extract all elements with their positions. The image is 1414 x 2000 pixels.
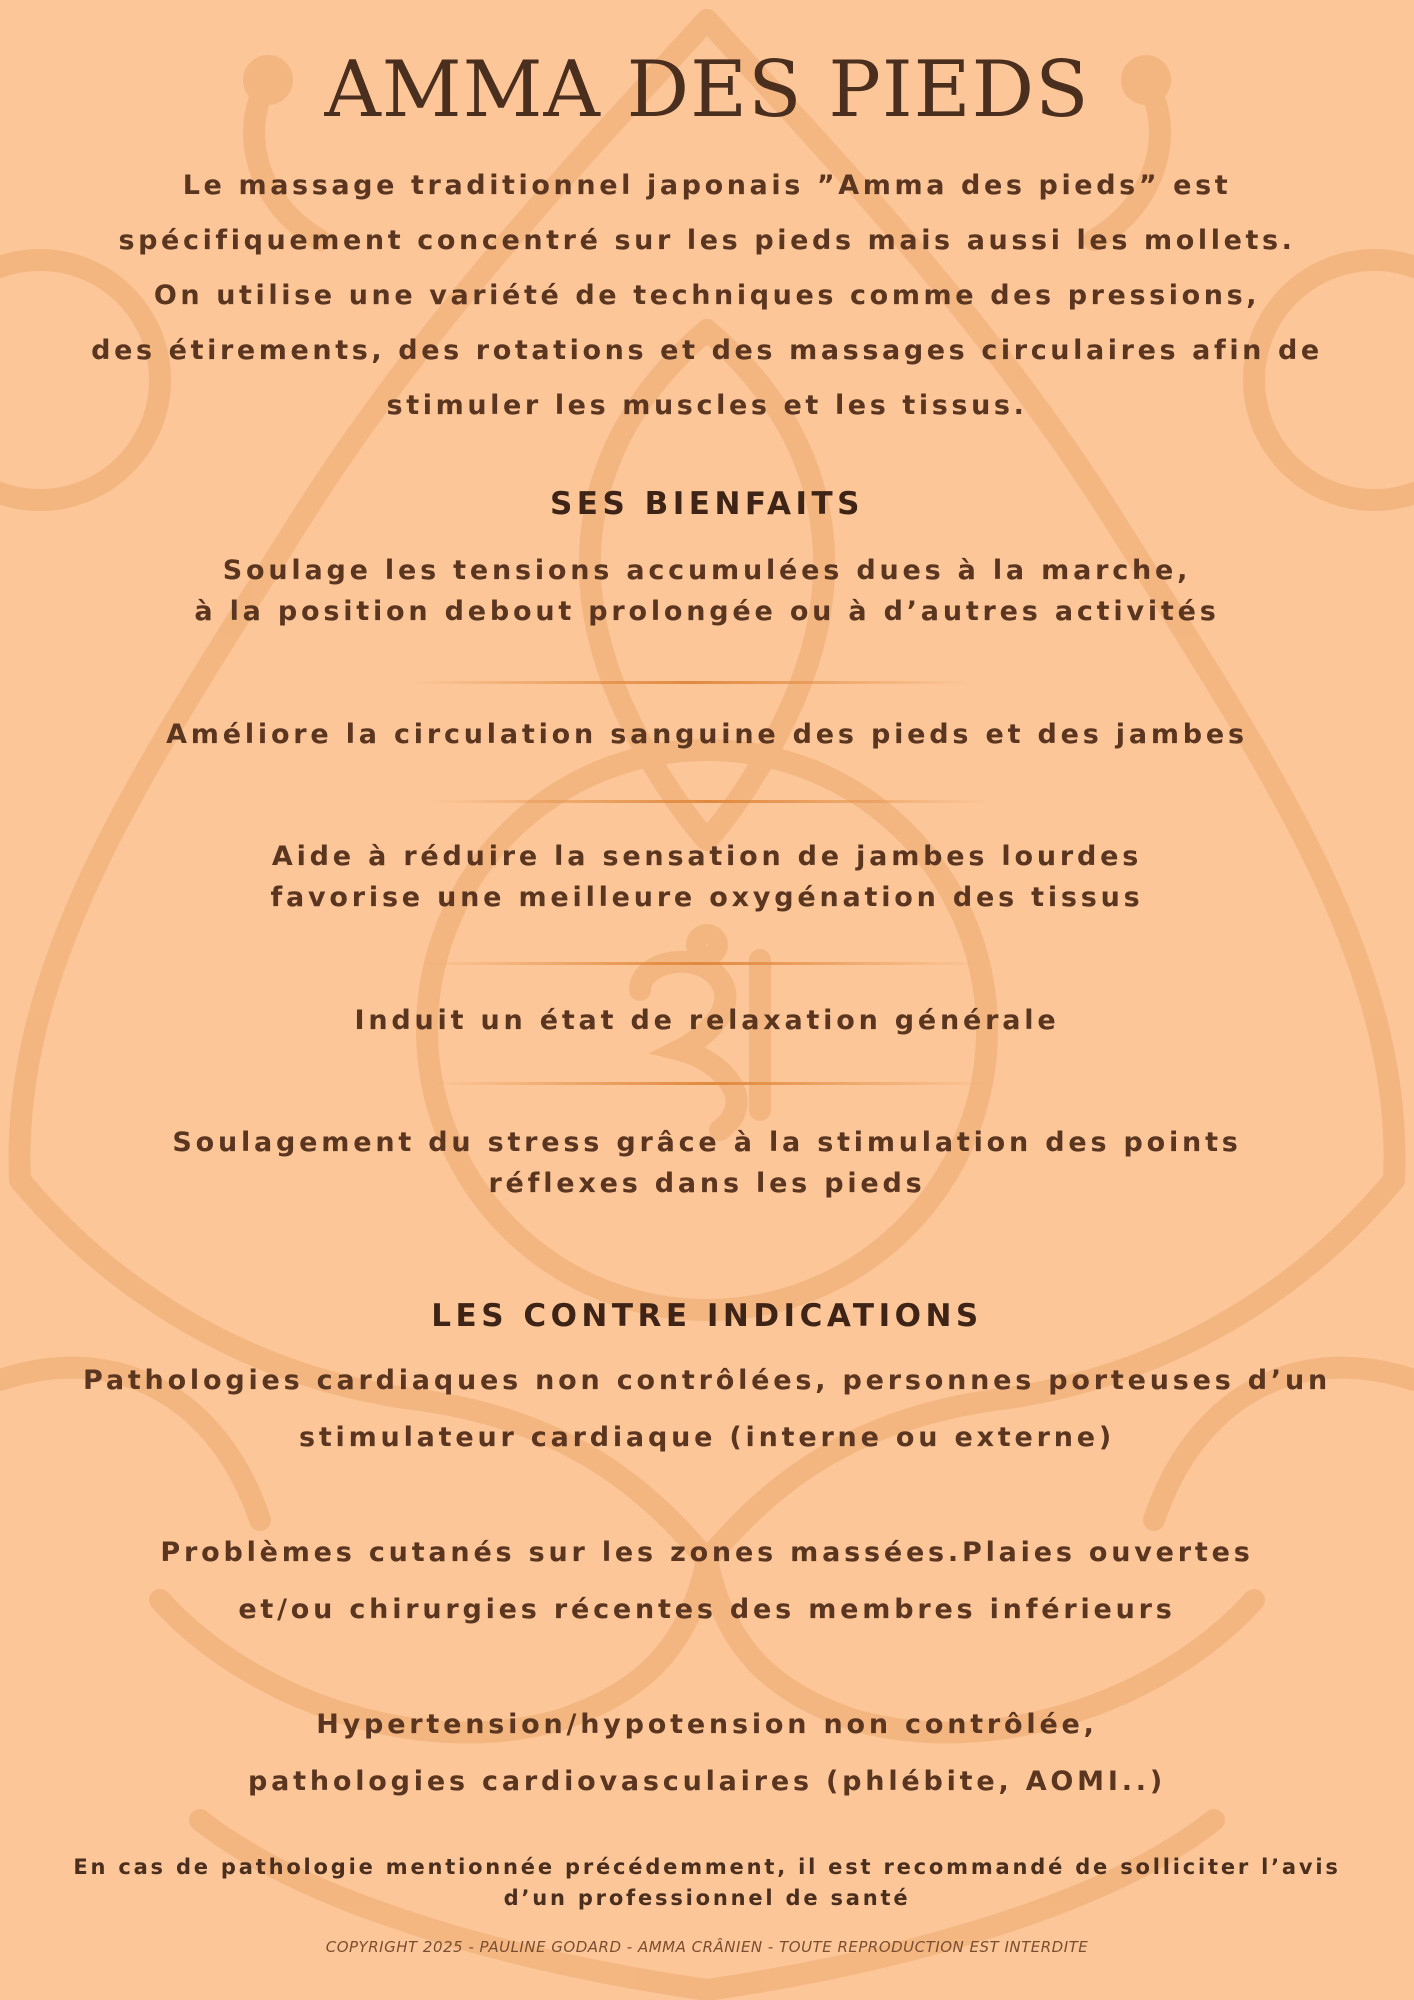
intro-line: On utilise une variété de techniques comme des pressions, [153,280,1261,311]
contraindication-line: Pathologies cardiaques non contrôlées, personnes porteuses d’un [82,1365,1332,1396]
benefit-line: Soulage les tensions accumulées dues à la marche, [222,555,1192,586]
contraindication-line: Hypertension/hypotension non contrôlée, [316,1709,1098,1740]
contraindication-line: stimulateur cardiaque (interne ou externe) [298,1422,1115,1453]
benefit-line: Aide à réduire la sensation de jambes lourdes [271,841,1143,872]
contraindication-item-blood-pressure [40,1696,1374,1810]
divider [420,962,980,965]
benefit-line: réflexes dans les pieds [488,1168,926,1199]
contraindication-item-skin [40,1524,1374,1638]
copyright-notice: COPYRIGHT 2025 - PAULINE GODARD - AMMA CRÂNIEN - TOUTE REPRODUCTION EST INTERDITE [325,1938,1089,1956]
contraindication-item-cardiac [40,1352,1374,1466]
benefit-item-stress [60,1122,1354,1204]
benefit-line: favorise une meilleure oxygénation des tissus [270,882,1144,913]
benefit-item-heavy-legs [60,836,1354,918]
intro-line: des étirements, des rotations et des massages circulaires afin de [91,335,1323,366]
medical-advice-note [30,1852,1384,1914]
divider [430,800,990,803]
benefit-item-circulation [60,714,1354,755]
benefit-line: Soulagement du stress grâce à la stimulation des points [172,1127,1242,1158]
note-line: En cas de pathologie mentionnée précédemment, il est recommandé de solliciter l’avis [73,1855,1341,1879]
contraindication-line: Problèmes cutanés sur les zones massées.Plaies ouvertes [160,1537,1254,1568]
benefits-heading: SES BIENFAITS [549,486,865,522]
intro-line: Le massage traditionnel japonais ”Amma des pieds” est [182,170,1232,201]
benefit-item-relaxation [60,1000,1354,1041]
divider [410,681,970,684]
contraindications-heading: LES CONTRE INDICATIONS [431,1298,983,1334]
benefit-item-tensions [60,550,1354,632]
page-title: AMMA DES PIEDS [324,45,1090,135]
benefit-line: Induit un état de relaxation générale [354,1005,1060,1036]
divider [430,1082,990,1085]
contraindication-line: et/ou chirurgies récentes des membres inférieurs [238,1594,1176,1625]
benefit-line: à la position debout prolongée ou à d’autres activités [194,596,1220,627]
intro-line: stimuler les muscles et les tissus. [386,390,1028,421]
note-line: d’un professionnel de santé [503,1886,911,1910]
benefit-line: Améliore la circulation sanguine des pieds et des jambes [166,719,1248,750]
intro-paragraph [30,158,1384,433]
intro-line: spécifiquement concentré sur les pieds mais aussi les mollets. [118,225,1296,256]
contraindication-line: pathologies cardiovasculaires (phlébite, AOMI..) [248,1766,1166,1797]
